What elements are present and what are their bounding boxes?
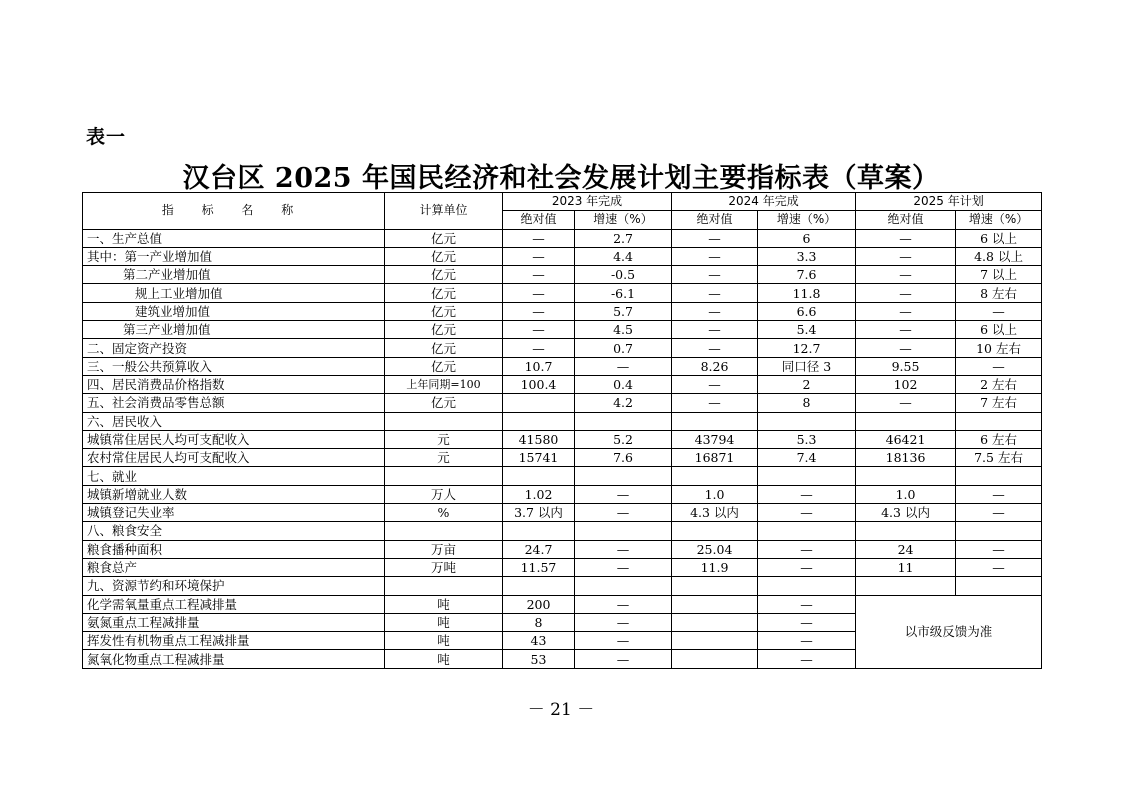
table-row <box>83 449 1042 467</box>
value-cell: — <box>575 485 672 503</box>
unit-cell: 亿元 <box>385 229 503 247</box>
value-cell: — <box>503 339 575 357</box>
value-cell: 11 <box>856 558 956 576</box>
value-cell: 8.26 <box>672 357 758 375</box>
value-cell: 1.0 <box>672 485 758 503</box>
value-cell: 9.55 <box>856 357 956 375</box>
value-cell: — <box>575 357 672 375</box>
value-cell <box>672 632 758 650</box>
value-cell: — <box>575 650 672 668</box>
value-cell: — <box>672 321 758 339</box>
unit-cell: 亿元 <box>385 247 503 265</box>
value-cell: — <box>575 558 672 576</box>
value-cell: 7.6 <box>758 266 856 284</box>
value-cell: 4.5 <box>575 321 672 339</box>
value-cell: — <box>672 302 758 320</box>
indicator-name: 粮食播种面积 <box>83 540 385 558</box>
value-cell: — <box>856 302 956 320</box>
value-cell: 6 <box>758 229 856 247</box>
value-cell: — <box>956 558 1042 576</box>
value-cell: 41580 <box>503 430 575 448</box>
unit-cell <box>385 522 503 540</box>
value-cell: 同口径 3 <box>758 357 856 375</box>
value-cell <box>672 467 758 485</box>
value-cell <box>503 577 575 595</box>
value-cell: 7 左右 <box>956 394 1042 412</box>
table-row <box>83 504 1042 522</box>
value-cell: -0.5 <box>575 266 672 284</box>
value-cell: 16871 <box>672 449 758 467</box>
table-label: 表一 <box>86 126 127 148</box>
value-cell: — <box>758 632 856 650</box>
unit-cell <box>385 467 503 485</box>
unit-cell: 吨 <box>385 632 503 650</box>
header-sub: 增速（%） <box>758 211 856 229</box>
value-cell: 2.7 <box>575 229 672 247</box>
value-cell <box>575 522 672 540</box>
value-cell: 11.57 <box>503 558 575 576</box>
value-cell: 7.6 <box>575 449 672 467</box>
indicator-name: 农村常住居民人均可支配收入 <box>83 449 385 467</box>
unit-cell: 亿元 <box>385 302 503 320</box>
value-cell: 6 以上 <box>956 321 1042 339</box>
value-cell: 4.2 <box>575 394 672 412</box>
header-row-1 <box>83 193 1042 211</box>
value-cell: 2 左右 <box>956 375 1042 393</box>
value-cell: — <box>575 613 672 631</box>
indicator-name: 氨氮重点工程减排量 <box>83 613 385 631</box>
value-cell: — <box>575 632 672 650</box>
table-row <box>83 339 1042 357</box>
table-row <box>83 522 1042 540</box>
value-cell: 8 <box>503 613 575 631</box>
unit-cell: 上年同期=100 <box>385 375 503 393</box>
indicator-name: 氮氧化物重点工程减排量 <box>83 650 385 668</box>
unit-cell: % <box>385 504 503 522</box>
value-cell: — <box>672 375 758 393</box>
value-cell <box>758 412 856 430</box>
value-cell: — <box>672 394 758 412</box>
value-cell <box>956 577 1042 595</box>
value-cell: — <box>856 247 956 265</box>
document-title: 汉台区 2025 年国民经济和社会发展计划主要指标表（草案） <box>182 163 940 194</box>
table-row <box>83 357 1042 375</box>
value-cell <box>956 522 1042 540</box>
unit-cell: 亿元 <box>385 321 503 339</box>
header-period-2025: 2025 年计划 <box>856 193 1042 211</box>
table-row <box>83 485 1042 503</box>
indicator-name: 建筑业增加值 <box>83 302 385 320</box>
value-cell: 5.4 <box>758 321 856 339</box>
table-row <box>83 375 1042 393</box>
value-cell <box>672 577 758 595</box>
unit-cell: 吨 <box>385 650 503 668</box>
indicator-name: 城镇登记失业率 <box>83 504 385 522</box>
value-cell: 6 以上 <box>956 229 1042 247</box>
table-row <box>83 321 1042 339</box>
value-cell: 53 <box>503 650 575 668</box>
value-cell: 0.4 <box>575 375 672 393</box>
indicator-name: 二、固定资产投资 <box>83 339 385 357</box>
value-cell: 10.7 <box>503 357 575 375</box>
value-cell: — <box>575 540 672 558</box>
table-row <box>83 577 1042 595</box>
value-cell: — <box>758 485 856 503</box>
value-cell <box>575 467 672 485</box>
value-cell: 12.7 <box>758 339 856 357</box>
value-cell: 7 以上 <box>956 266 1042 284</box>
header-period-2024: 2024 年完成 <box>672 193 856 211</box>
value-cell: 1.02 <box>503 485 575 503</box>
value-cell <box>672 650 758 668</box>
value-cell: — <box>758 613 856 631</box>
value-cell: 100.4 <box>503 375 575 393</box>
indicator-name: 挥发性有机物重点工程减排量 <box>83 632 385 650</box>
value-cell: 6 左右 <box>956 430 1042 448</box>
unit-cell: 万亩 <box>385 540 503 558</box>
value-cell: — <box>956 357 1042 375</box>
indicator-name: 化学需氧量重点工程减排量 <box>83 595 385 613</box>
value-cell: 11.9 <box>672 558 758 576</box>
value-cell <box>758 522 856 540</box>
unit-cell: 亿元 <box>385 284 503 302</box>
table-body <box>83 229 1042 668</box>
unit-cell: 亿元 <box>385 266 503 284</box>
indicator-name: 八、粮食安全 <box>83 522 385 540</box>
table-row <box>83 558 1042 576</box>
value-cell <box>856 522 956 540</box>
value-cell: 10 左右 <box>956 339 1042 357</box>
indicator-name: 一、生产总值 <box>83 229 385 247</box>
value-cell: 24 <box>856 540 956 558</box>
unit-cell: 亿元 <box>385 357 503 375</box>
value-cell <box>672 613 758 631</box>
value-cell <box>856 467 956 485</box>
table-row <box>83 394 1042 412</box>
value-cell: — <box>856 321 956 339</box>
header-sub: 增速（%） <box>956 211 1042 229</box>
value-cell: 25.04 <box>672 540 758 558</box>
value-cell: — <box>503 321 575 339</box>
indicator-name: 规上工业增加值 <box>83 284 385 302</box>
table-row <box>83 229 1042 247</box>
value-cell: — <box>956 504 1042 522</box>
unit-cell: 亿元 <box>385 394 503 412</box>
unit-cell: 吨 <box>385 595 503 613</box>
table-row <box>83 266 1042 284</box>
unit-cell: 万吨 <box>385 558 503 576</box>
value-cell: 3.3 <box>758 247 856 265</box>
indicator-name: 粮食总产 <box>83 558 385 576</box>
value-cell: — <box>856 284 956 302</box>
value-cell <box>503 467 575 485</box>
value-cell <box>575 412 672 430</box>
header-sub: 增速（%） <box>575 211 672 229</box>
value-cell: — <box>672 266 758 284</box>
indicator-name: 第二产业增加值 <box>83 266 385 284</box>
value-cell: 2 <box>758 375 856 393</box>
value-cell: 4.8 以上 <box>956 247 1042 265</box>
value-cell: 43794 <box>672 430 758 448</box>
value-cell: 5.3 <box>758 430 856 448</box>
value-cell: 102 <box>856 375 956 393</box>
value-cell <box>856 577 956 595</box>
value-cell <box>758 467 856 485</box>
header-sub: 绝对值 <box>503 211 575 229</box>
value-cell <box>672 412 758 430</box>
value-cell <box>956 467 1042 485</box>
value-cell: 5.7 <box>575 302 672 320</box>
value-cell: 1.0 <box>856 485 956 503</box>
unit-cell: 万人 <box>385 485 503 503</box>
value-cell: 46421 <box>856 430 956 448</box>
table-row <box>83 284 1042 302</box>
unit-cell: 吨 <box>385 613 503 631</box>
header-sub: 绝对值 <box>856 211 956 229</box>
value-cell: 7.4 <box>758 449 856 467</box>
indicator-name: 九、资源节约和环境保护 <box>83 577 385 595</box>
page-number: － 21 － <box>527 700 595 720</box>
value-cell <box>575 577 672 595</box>
value-cell: — <box>758 504 856 522</box>
value-cell <box>503 394 575 412</box>
value-cell: 3.7 以内 <box>503 504 575 522</box>
value-cell: — <box>758 650 856 668</box>
table-row <box>83 430 1042 448</box>
plan-note: 以市级反馈为准 <box>856 595 1042 668</box>
unit-cell <box>385 577 503 595</box>
indicator-name: 六、居民收入 <box>83 412 385 430</box>
unit-cell: 元 <box>385 430 503 448</box>
value-cell: 24.7 <box>503 540 575 558</box>
indicator-name: 其中：第一产业增加值 <box>83 247 385 265</box>
value-cell: 0.7 <box>575 339 672 357</box>
indicator-name: 第三产业增加值 <box>83 321 385 339</box>
header-unit: 计算单位 <box>385 193 503 230</box>
value-cell: — <box>856 394 956 412</box>
value-cell: 11.8 <box>758 284 856 302</box>
value-cell: — <box>956 540 1042 558</box>
indicator-name: 城镇新增就业人数 <box>83 485 385 503</box>
value-cell: 8 左右 <box>956 284 1042 302</box>
value-cell: 43 <box>503 632 575 650</box>
value-cell: — <box>758 558 856 576</box>
value-cell: — <box>503 302 575 320</box>
indicator-name: 七、就业 <box>83 467 385 485</box>
value-cell: — <box>503 266 575 284</box>
value-cell: — <box>856 229 956 247</box>
value-cell: 6.6 <box>758 302 856 320</box>
value-cell <box>672 595 758 613</box>
value-cell: 18136 <box>856 449 956 467</box>
value-cell: — <box>503 247 575 265</box>
unit-cell: 元 <box>385 449 503 467</box>
table-row <box>83 247 1042 265</box>
value-cell: 4.4 <box>575 247 672 265</box>
unit-cell: 亿元 <box>385 339 503 357</box>
value-cell: 5.2 <box>575 430 672 448</box>
value-cell <box>758 577 856 595</box>
value-cell: — <box>758 595 856 613</box>
indicator-name: 三、一般公共预算收入 <box>83 357 385 375</box>
value-cell: 200 <box>503 595 575 613</box>
value-cell: — <box>672 284 758 302</box>
value-cell <box>672 522 758 540</box>
indicator-name: 城镇常住居民人均可支配收入 <box>83 430 385 448</box>
value-cell: 7.5 左右 <box>956 449 1042 467</box>
table-row <box>83 412 1042 430</box>
indicators-table <box>82 192 1042 669</box>
value-cell <box>503 412 575 430</box>
value-cell: — <box>672 229 758 247</box>
header-sub: 绝对值 <box>672 211 758 229</box>
value-cell: 4.3 以内 <box>856 504 956 522</box>
table-row <box>83 540 1042 558</box>
header-period-2023: 2023 年完成 <box>503 193 672 211</box>
value-cell <box>856 412 956 430</box>
value-cell: — <box>503 284 575 302</box>
indicator-name: 四、居民消费品价格指数 <box>83 375 385 393</box>
table-row <box>83 467 1042 485</box>
value-cell: — <box>672 247 758 265</box>
value-cell: 4.3 以内 <box>672 504 758 522</box>
value-cell: — <box>856 266 956 284</box>
value-cell: 8 <box>758 394 856 412</box>
value-cell: — <box>856 339 956 357</box>
value-cell: — <box>956 485 1042 503</box>
value-cell: — <box>672 339 758 357</box>
table-row <box>83 302 1042 320</box>
header-name: 指 标 名 称 <box>83 193 385 230</box>
value-cell: — <box>503 229 575 247</box>
value-cell <box>503 522 575 540</box>
table-row <box>83 595 1042 613</box>
value-cell <box>956 412 1042 430</box>
value-cell: — <box>758 540 856 558</box>
value-cell: — <box>575 504 672 522</box>
value-cell: -6.1 <box>575 284 672 302</box>
value-cell: — <box>575 595 672 613</box>
unit-cell <box>385 412 503 430</box>
value-cell: 15741 <box>503 449 575 467</box>
value-cell: — <box>956 302 1042 320</box>
indicator-name: 五、社会消费品零售总额 <box>83 394 385 412</box>
